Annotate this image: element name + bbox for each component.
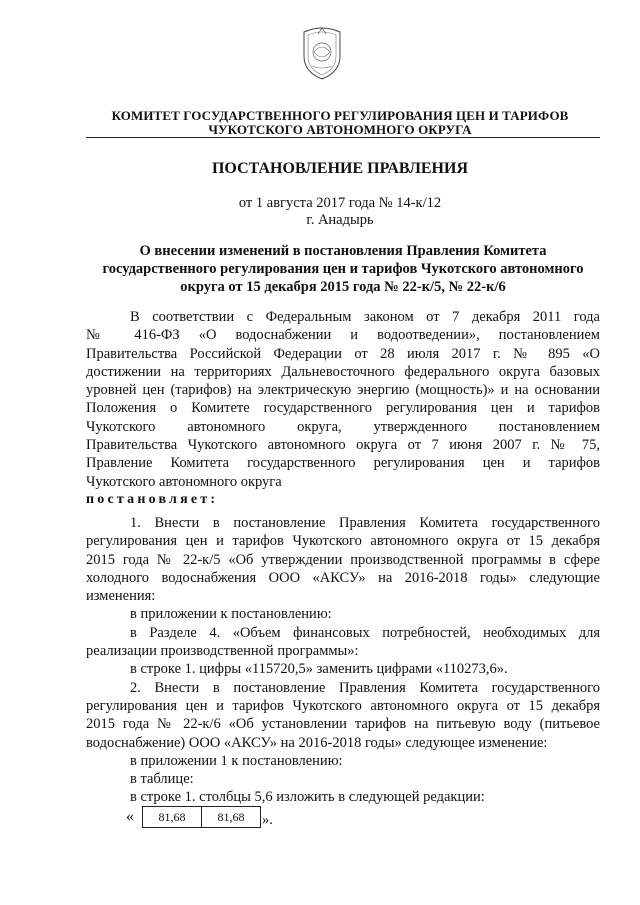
- text-line: в строке 1. столбцы 5,6 изложить в следующей редакции:: [130, 789, 485, 806]
- text-line: достижении на территориях Дальневосточного федерального округа базовых: [86, 363, 600, 380]
- text-line: уровней цен (тарифов) на электрическую энергию (мощность)» и на основании: [86, 382, 600, 399]
- table-cell: 81,68: [201, 807, 260, 827]
- document-subject: [86, 242, 600, 296]
- text-line: в таблице:: [130, 771, 194, 788]
- resolve-keyword: постановляет:: [86, 491, 219, 507]
- text-line: регулирования цен и тарифов Чукотского автономного округа от 15 декабря: [86, 697, 600, 714]
- close-quote: ».: [262, 812, 273, 828]
- text-line: 2015 года № 22-к/6 «Об установлении тарифов на питьевую воду (питьевое: [86, 716, 600, 733]
- text-line: Правительства Чукотского автономного округа от 7 июня 2007 г. № 75,: [86, 437, 600, 454]
- table-cell: 81,68: [158, 810, 186, 824]
- text-line: № 416-ФЗ «О водоснабжении и водоотведении», постановлением: [86, 327, 600, 344]
- text-line: в строке 1. цифры «115720,5» заменить цифрами «110273,6».: [130, 661, 508, 678]
- text-line: холодного водоснабжения ООО «АКСУ» на 2016-2018 годы» следующие: [86, 569, 600, 586]
- org-name-line2: ЧУКОТСКОГО АВТОНОМНОГО ОКРУГА: [208, 122, 472, 137]
- text-line: в Разделе 4. «Объем финансовых потребностей, необходимых для: [130, 624, 600, 641]
- open-quote: «: [126, 808, 134, 825]
- text-line: В соответствии с Федеральным законом от 7 декабря 2011 года: [130, 309, 600, 325]
- document-date: от 1 августа 2017 года № 14-к/12: [238, 195, 442, 211]
- text-line: Положения о Комитете государственного регулирования цен и тарифов: [86, 400, 600, 417]
- text-line: водоснабжение) ООО «АКСУ» на 2016-2018 годы» следующее изменение:: [86, 734, 548, 751]
- text-line: в приложении к постановлению:: [130, 606, 332, 623]
- text-line: регулирования цен и тарифов Чукотского автономного округа от 15 декабря: [86, 533, 600, 550]
- text-line: 2. Внести в постановление Правления Комитета государственного: [130, 679, 600, 696]
- text-line: 1. Внести в постановление Правления Комитета государственного: [130, 515, 600, 531]
- text-line: Правительства Российской Федерации от 28 июля 2017 г. № 895 «О: [86, 345, 600, 362]
- coat-of-arms-emblem: [298, 22, 346, 82]
- subject-line: О внесении изменений в постановления Правления Комитета: [139, 243, 547, 259]
- preamble-paragraph: [86, 308, 600, 509]
- text-line: реализации производственной программы»:: [86, 643, 359, 660]
- text-line: в приложении 1 к постановлению:: [130, 752, 343, 769]
- text-line: Правление Комитета государственного регулирования цен и тарифов: [86, 455, 600, 472]
- text-line: Чукотского автономного округа: [86, 473, 282, 490]
- text-line: изменения:: [86, 588, 156, 605]
- text-line: 2015 года № 22-к/5 «Об утверждении производственной программы в сфере: [86, 551, 600, 568]
- items-section: [86, 514, 600, 807]
- text-line: Чукотского автономного округа, утвержденного постановлением: [86, 418, 600, 435]
- header-divider: [86, 137, 600, 138]
- subject-line: округа от 15 декабря 2015 года № 22-к/5, № 22-к/6: [180, 279, 506, 295]
- document-title: ПОСТАНОВЛЕНИЕ ПРАВЛЕНИЯ: [211, 160, 468, 177]
- document-city: г. Анадырь: [306, 212, 374, 228]
- table-cells: [142, 806, 261, 828]
- subject-line: государственного регулирования цен и тарифов Чукотского автономного: [102, 261, 584, 277]
- org-name-line1: КОМИТЕТ ГОСУДАРСТВЕННОГО РЕГУЛИРОВАНИЯ ЦЕН И ТАРИФОВ: [111, 108, 569, 123]
